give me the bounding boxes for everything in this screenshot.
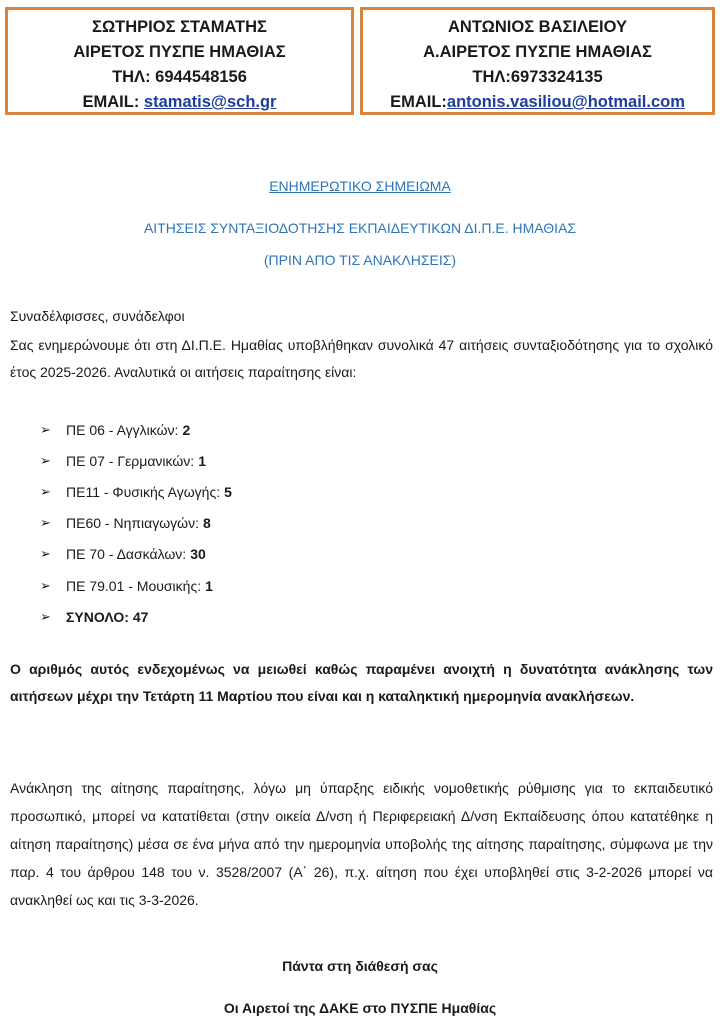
arrow-bullet-icon: ➢ bbox=[40, 608, 51, 624]
closing-line: Πάντα στη διάθεσή σας bbox=[282, 958, 438, 974]
list-item-total bbox=[40, 601, 232, 632]
list-item bbox=[40, 414, 232, 445]
intro-paragraph: Σας ενημερώνουμε ότι στη ΔΙ.Π.Ε. Ημαθίας υποβλήθηκαν συνολικά 47 αιτήσεις συνταξιοδότησης για το σχολικό έτος 2025-2026. Αναλυτικά οι αιτήσεις παραίτησης είναι: bbox=[10, 337, 713, 380]
contact-role: ΑΙΡΕΤΟΣ ΠΥΣΠΕ ΗΜΑΘΙΑΣ bbox=[73, 43, 286, 61]
list-item bbox=[40, 508, 232, 539]
email-link[interactable]: antonis.vasiliou@hotmail.com bbox=[446, 93, 685, 111]
list-item bbox=[40, 539, 232, 570]
list-item-value: 30 bbox=[190, 546, 206, 563]
list-item bbox=[40, 445, 232, 476]
list-item-value: 8 bbox=[202, 515, 211, 532]
contact-box-left bbox=[5, 7, 354, 115]
signature-line: Οι Αιρετοί της ΔΑΚΕ στο ΠΥΣΠΕ Ημαθίας bbox=[223, 1000, 497, 1016]
document-title: ΕΝΗΜΕΡΩΤΙΚΟ ΣΗΜΕΙΩΜΑ bbox=[269, 178, 451, 194]
arrow-bullet-icon: ➢ bbox=[40, 546, 51, 562]
list-item bbox=[40, 570, 232, 601]
contact-name: ΑΝΤΩΝΙΟΣ ΒΑΣΙΛΕΙΟΥ bbox=[448, 18, 627, 36]
contact-name: ΣΩΤΗΡΙΟΣ ΣΤΑΜΑΤΗΣ bbox=[92, 18, 267, 36]
contact-phone: ΤΗΛ:6973324135 bbox=[472, 68, 603, 86]
document-subtitle: ΑΙΤΗΣΕΙΣ ΣΥΝΤΑΞΙΟΔΟΤΗΣΗΣ ΕΚΠΑΙΔΕΥΤΙΚΩΝ ΔΙ.Π.Ε. ΗΜΑΘΙΑΣ bbox=[143, 220, 577, 236]
document-subtitle-note: (ΠΡΙΝ ΑΠΟ ΤΙΣ ΑΝΑΚΛΗΣΕΙΣ) bbox=[263, 252, 457, 268]
total-label: ΣΥΝΟΛΟ: bbox=[66, 608, 129, 625]
list-item-label: ΠΕ 70 - Δασκάλων: bbox=[66, 546, 187, 563]
greeting: Συναδέλφισσες, συνάδελφοι bbox=[10, 308, 185, 324]
contact-email-line bbox=[363, 90, 712, 115]
arrow-bullet-icon: ➢ bbox=[40, 515, 51, 531]
list-item-label: ΠΕ 79.01 - Μουσικής: bbox=[66, 577, 202, 594]
email-label: EMAIL: bbox=[390, 93, 447, 111]
arrow-bullet-icon: ➢ bbox=[40, 483, 51, 499]
email-link[interactable]: stamatis@sch.gr bbox=[143, 93, 277, 111]
contact-role: Α.ΑΙΡΕΤΟΣ ΠΥΣΠΕ ΗΜΑΘΙΑΣ bbox=[423, 43, 652, 61]
list-item-label: ΠΕ 06 - Αγγλικών: bbox=[66, 421, 179, 438]
applications-list bbox=[40, 414, 232, 632]
list-item-value: 1 bbox=[205, 577, 213, 594]
arrow-bullet-icon: ➢ bbox=[40, 577, 51, 593]
total-value: 47 bbox=[132, 608, 149, 625]
contact-box-right bbox=[360, 7, 715, 115]
contact-phone: ΤΗΛ: 6944548156 bbox=[112, 68, 247, 86]
notice-paragraph: Ο αριθμός αυτός ενδεχομένως να μειωθεί καθώς παραμένει ανοιχτή η δυνατότητα ανάκλησης των αιτήσεων μέχρι την Τετάρτη 11 Μαρτίου που είναι και η καταληκτική ημερομηνία ανακλήσεων. bbox=[10, 661, 713, 704]
list-item-value: 2 bbox=[182, 421, 191, 438]
list-item bbox=[40, 476, 232, 507]
arrow-bullet-icon: ➢ bbox=[40, 421, 51, 437]
contact-email-line bbox=[8, 90, 351, 115]
list-item-label: ΠΕ 07 - Γερμανικών: bbox=[66, 452, 195, 469]
email-label: EMAIL: bbox=[82, 93, 144, 111]
list-item-value: 5 bbox=[224, 483, 232, 500]
list-item-value: 1 bbox=[198, 452, 206, 469]
arrow-bullet-icon: ➢ bbox=[40, 452, 51, 468]
revocation-paragraph: Ανάκληση της αίτησης παραίτησης, λόγω μη ύπαρξης ειδικής νομοθετικής ρύθμισης για το εκπαιδευτικό προσωπικό, μπορεί να κατατίθεται (στην οικεία Δ/νση ή Περιφερειακή Δ/νση Εκπαίδευσης όπου κατατέθηκε η αίτηση παραίτησης) μέσα σε ένα μήνα από την ημερομηνία υποβολής της αίτησης παραίτησης, σύμφωνα με την παρ. 4 του άρθρου 148 του ν. 3528/2007 (Α΄ 26), π.χ. αίτηση που έχει υποβληθεί στις 3-2-2026 μπορεί να ανακληθεί ως και τις 3-3-2026. bbox=[10, 780, 713, 908]
list-item-label: ΠΕ11 - Φυσικής Αγωγής: bbox=[66, 483, 221, 500]
list-item-label: ΠΕ60 - Νηπιαγωγών: bbox=[66, 515, 199, 532]
